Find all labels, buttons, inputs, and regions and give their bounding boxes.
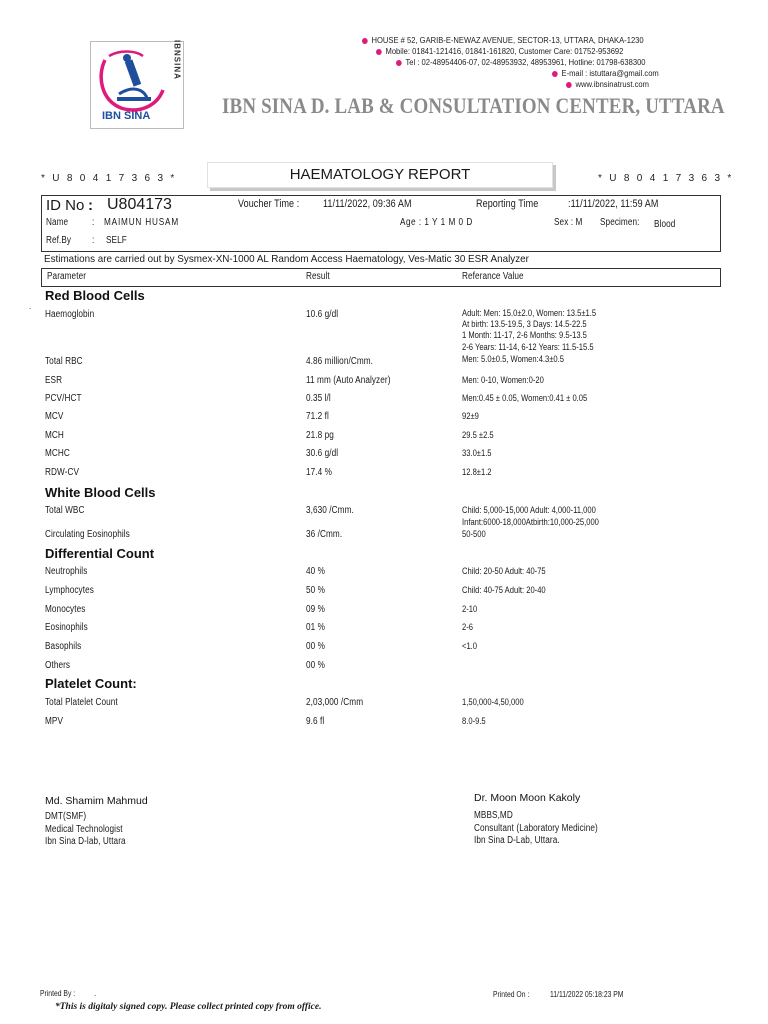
signatory-right-line3: Ibn Sina D-Lab, Uttara. bbox=[474, 835, 560, 846]
result-others: 00 % bbox=[306, 660, 326, 671]
ref-rdw-cv: 12.8±1.2 bbox=[462, 467, 492, 478]
ref-mcv: 92±9 bbox=[462, 411, 479, 422]
margin-dot: . bbox=[29, 302, 32, 311]
refby-colon: : bbox=[92, 235, 95, 246]
col-result: Result bbox=[306, 271, 330, 282]
param-pcv-hct: PCV/HCT bbox=[45, 393, 82, 404]
digital-copy-note: *This is digitaly signed copy. Please collect printed copy from office. bbox=[55, 1002, 322, 1012]
param-total-platelet-count: Total Platelet Count bbox=[45, 697, 118, 708]
result-mchc: 30.6 g/dl bbox=[306, 448, 339, 459]
contact-address: HOUSE # 52, GARIB-E-NEWAZ AVENUE, SECTOR-13, UTTARA, DHAKA-1230 bbox=[362, 36, 644, 45]
column-header-box bbox=[41, 268, 721, 287]
result-mcv: 71.2 fl bbox=[306, 411, 329, 422]
name-colon: : bbox=[92, 217, 95, 228]
signatory-left-line2: Medical Technologist bbox=[45, 824, 123, 835]
col-reference: Referance Value bbox=[462, 271, 524, 282]
refby-value: SELF bbox=[106, 235, 127, 246]
param-esr: ESR bbox=[45, 375, 63, 386]
param-mch: MCH bbox=[45, 430, 64, 441]
center-title: IBN SINA D. LAB & CONSULTATION CENTER, UTTARA bbox=[222, 93, 725, 118]
result-circulating-eosinophils: 36 /Cmm. bbox=[306, 529, 343, 540]
section-red-blood-cells: Red Blood Cells bbox=[45, 288, 145, 303]
result-neutrophils: 40 % bbox=[306, 566, 326, 577]
result-lymphocytes: 50 % bbox=[306, 585, 326, 596]
result-rdw-cv: 17.4 % bbox=[306, 467, 333, 478]
ref-monocytes: 2-10 bbox=[462, 604, 478, 615]
printed-by-value: . bbox=[94, 989, 97, 998]
contact-mobile: Mobile: 01841-121416, 01841-161820, Customer Care: 01752-953692 bbox=[376, 47, 623, 56]
param-mchc: MCHC bbox=[45, 448, 70, 459]
param-circulating-eosinophils: Circulating Eosinophils bbox=[45, 529, 130, 540]
signatory-right-line1: MBBS,MD bbox=[474, 810, 513, 821]
section-differential-count: Differential Count bbox=[45, 546, 155, 561]
contact-email: E-mail : istuttara@gmail.com bbox=[552, 69, 659, 78]
specimen-value: Blood bbox=[654, 219, 676, 230]
age-label: Age : 1 Y 1 M 0 D bbox=[400, 217, 473, 228]
logo-vertical-text: IBNSINA bbox=[172, 40, 182, 80]
ref-mch: 29.5 ±2.5 bbox=[462, 430, 494, 441]
voucher-label: Voucher Time : bbox=[238, 198, 300, 210]
ref-haemoglobin-3: 1 Month: 11-17, 2-6 Months: 9.5-13.5 bbox=[462, 330, 587, 341]
result-pcv-hct: 0.35 l/l bbox=[306, 393, 331, 404]
param-lymphocytes: Lymphocytes bbox=[45, 585, 94, 596]
ref-haemoglobin-1: Adult: Men: 15.0±2.0, Women: 13.5±1.5 bbox=[462, 308, 597, 319]
ref-lymphocytes: Child: 40-75 Adult: 20-40 bbox=[462, 585, 546, 596]
param-basophils: Basophils bbox=[45, 641, 82, 652]
printed-by-label: Printed By : bbox=[40, 989, 76, 998]
reporting-label: Reporting Time bbox=[476, 198, 539, 210]
ref-mchc: 33.0±1.5 bbox=[462, 448, 492, 459]
result-esr: 11 mm (Auto Analyzer) bbox=[306, 375, 391, 386]
param-neutrophils: Neutrophils bbox=[45, 566, 88, 577]
section-platelet-count: Platelet Count: bbox=[45, 676, 137, 691]
voucher-value: 11/11/2022, 09:36 AM bbox=[323, 198, 412, 210]
param-haemoglobin: Haemoglobin bbox=[45, 309, 95, 320]
ref-total-rbc: Men: 5.0±0.5, Women:4.3±0.5 bbox=[462, 354, 564, 365]
sex-label: Sex : M bbox=[554, 217, 583, 228]
ref-mpv: 8.0-9.5 bbox=[462, 716, 486, 727]
param-eosinophils: Eosinophils bbox=[45, 622, 88, 633]
result-mpv: 9.6 fl bbox=[306, 716, 325, 727]
barcode-left: * U 8 0 4 1 7 3 6 3 * bbox=[41, 173, 177, 184]
param-total-rbc: Total RBC bbox=[45, 356, 83, 367]
ref-neutrophils: Child: 20-50 Adult: 40-75 bbox=[462, 566, 546, 577]
refby-label: Ref.By bbox=[46, 235, 72, 246]
result-monocytes: 09 % bbox=[306, 604, 326, 615]
id-colon: : bbox=[88, 197, 93, 214]
name-label: Name bbox=[46, 217, 69, 228]
id-value: U804173 bbox=[107, 196, 172, 213]
param-others: Others bbox=[45, 660, 71, 671]
result-eosinophils: 01 % bbox=[306, 622, 326, 633]
id-label: ID No bbox=[46, 197, 85, 214]
ref-esr: Men: 0-10, Women:0-20 bbox=[462, 375, 544, 386]
ref-eosinophils: 2-6 bbox=[462, 622, 473, 633]
logo-text: IBN SINA bbox=[102, 110, 151, 122]
barcode-right: * U 8 0 4 1 7 3 6 3 * bbox=[598, 173, 734, 184]
ref-pcv-hct: Men:0.45 ± 0.05, Women:0.41 ± 0.05 bbox=[462, 393, 588, 404]
signatory-left-name: Md. Shamim Mahmud bbox=[45, 795, 148, 807]
col-parameter: Parameter bbox=[47, 271, 87, 282]
param-rdw-cv: RDW-CV bbox=[45, 467, 80, 478]
report-title: HAEMATOLOGY REPORT bbox=[207, 162, 553, 188]
printed-on-value: 11/11/2022 05:18:23 PM bbox=[550, 990, 624, 999]
result-basophils: 00 % bbox=[306, 641, 326, 652]
result-total-platelet-count: 2,03,000 /Cmm bbox=[306, 697, 364, 708]
ref-haemoglobin-2: At birth: 13.5-19.5, 3 Days: 14.5-22.5 bbox=[462, 319, 587, 330]
param-mpv: MPV bbox=[45, 716, 64, 727]
ref-circulating-eosinophils: 50-500 bbox=[462, 529, 486, 540]
param-total-wbc: Total WBC bbox=[45, 505, 85, 516]
ref-total-platelet-count: 1,50,000-4,50,000 bbox=[462, 697, 524, 708]
signatory-right-line2: Consultant (Laboratory Medicine) bbox=[474, 823, 598, 834]
param-mcv: MCV bbox=[45, 411, 64, 422]
bullet-icon bbox=[396, 60, 402, 66]
signatory-left-line1: DMT(SMF) bbox=[45, 811, 87, 822]
result-total-rbc: 4.86 million/Cmm. bbox=[306, 356, 374, 367]
result-haemoglobin: 10.6 g/dl bbox=[306, 309, 339, 320]
signatory-left-line3: Ibn Sina D-lab, Uttara bbox=[45, 836, 126, 847]
contact-website: www.ibnsinatrust.com bbox=[566, 80, 649, 89]
ref-haemoglobin-4: 2-6 Years: 11-14, 6-12 Years: 11.5-15.5 bbox=[462, 342, 594, 353]
specimen-label: Specimen: bbox=[600, 217, 640, 228]
contact-tel: Tel : 02-48954406-07, 02-48953932, 48953961, Hotline: 01798-638300 bbox=[396, 58, 646, 67]
bullet-icon bbox=[362, 38, 368, 44]
section-white-blood-cells: White Blood Cells bbox=[45, 485, 156, 500]
ref-basophils: <1.0 bbox=[462, 641, 478, 652]
signatory-right-name: Dr. Moon Moon Kakoly bbox=[474, 792, 581, 804]
bullet-icon bbox=[552, 71, 558, 77]
method-note: Estimations are carried out by Sysmex-XN-1000 AL Random Access Haematology, Ves-Matic 30 ESR Analyzer bbox=[44, 253, 529, 265]
result-mch: 21.8 pg bbox=[306, 430, 334, 441]
bullet-icon bbox=[566, 82, 572, 88]
printed-on-label: Printed On : bbox=[493, 990, 530, 999]
ref-total-wbc-1: Child: 5,000-15,000 Adult: 4,000-11,000 bbox=[462, 505, 596, 516]
result-total-wbc: 3,630 /Cmm. bbox=[306, 505, 354, 516]
reporting-value: :11/11/2022, 11:59 AM bbox=[568, 198, 659, 210]
ref-total-wbc-2: Infant:6000-18,000Atbirth:10,000-25,000 bbox=[462, 517, 599, 528]
name-value: MAIMUN HUSAM bbox=[104, 217, 179, 228]
bullet-icon bbox=[376, 49, 382, 55]
param-monocytes: Monocytes bbox=[45, 604, 86, 615]
